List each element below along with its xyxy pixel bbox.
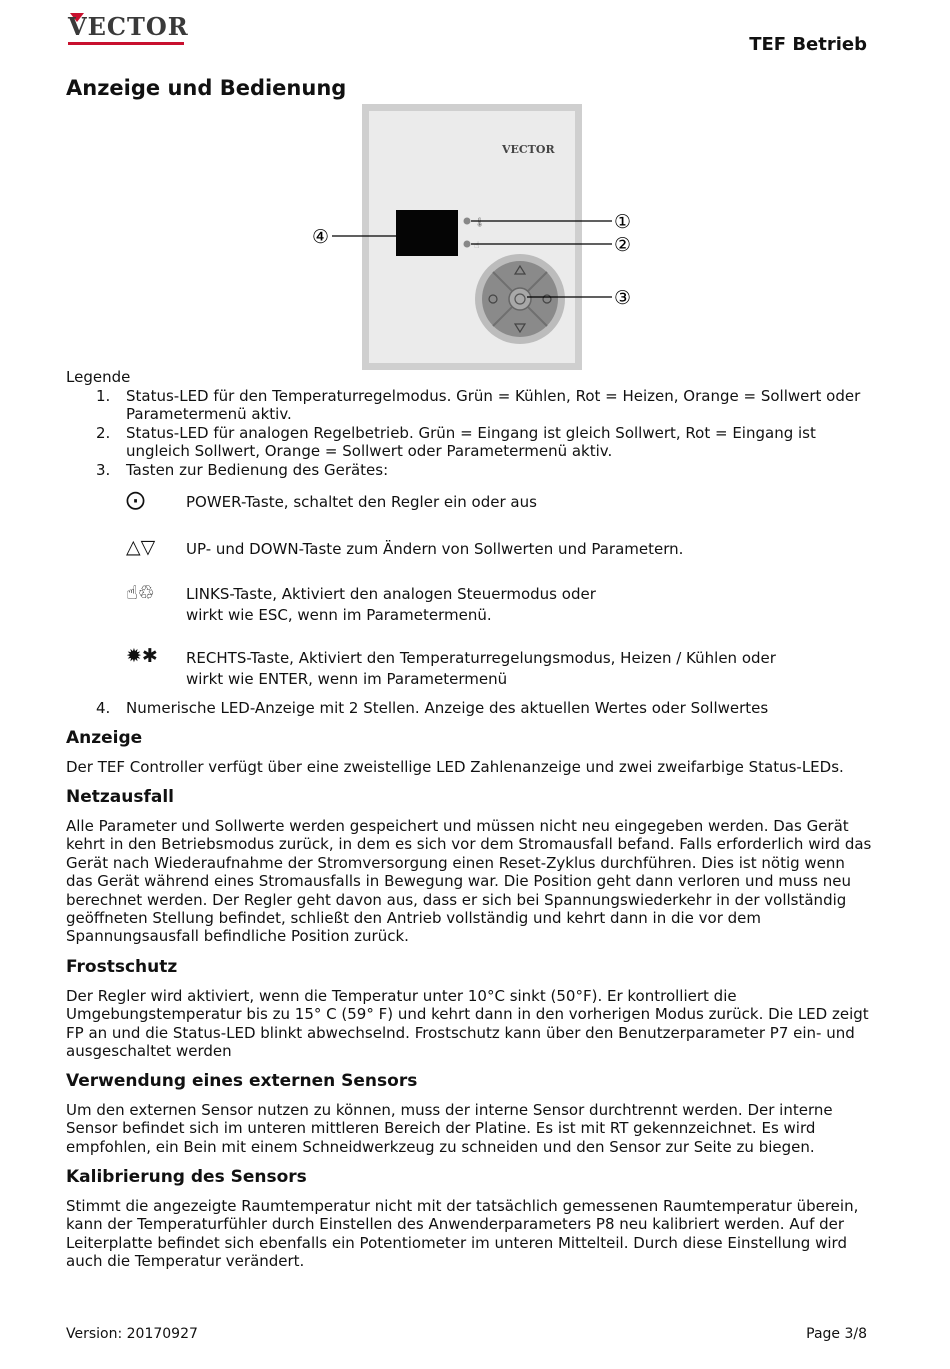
- power-icon: ⨀: [126, 489, 145, 511]
- section-title: Kalibrierung des Sensors: [66, 1167, 307, 1187]
- section-title: Netzausfall: [66, 787, 174, 807]
- legend-number: 2.: [96, 424, 111, 442]
- section-title: Verwendung eines externen Sensors: [66, 1071, 418, 1091]
- section-text: Um den externen Sensor nutzen zu können, muss der interne Sensor durchtrennt werden. Der interne Sensor befindet sich im unteren mittleren Bereich der Platine. Es ist mit RT gekennzeichnet. Es wird empfohlen, ein Bein mit einem Schneidwerkzeug zu schneiden und den Sensor zur Seite zu biegen.: [66, 1101, 833, 1156]
- footer-version: Version: 20170927: [66, 1326, 198, 1342]
- footer-page-number: Page 3/8: [806, 1326, 867, 1342]
- section-text: Der TEF Controller verfügt über eine zweistellige LED Zahlenanzeige und zwei zweifarbige Status-LEDs.: [66, 758, 844, 776]
- legend-item: Status-LED für analogen Regelbetrieb. Grün = Eingang ist gleich Sollwert, Rot = Eingang ist ungleich Sollwert, Orange = Sollwert oder Parametermenü aktiv.: [126, 424, 816, 461]
- legend-title: Legende: [66, 368, 131, 386]
- device-brand: VECTOR: [502, 143, 555, 156]
- button-description: wirkt wie ENTER, wenn im Parametermenü: [186, 670, 508, 688]
- logo-text: VECTOR: [68, 12, 189, 41]
- callout-1: ①: [614, 211, 632, 233]
- button-description: LINKS-Taste, Aktiviert den analogen Steuermodus oder: [186, 585, 596, 603]
- page-heading: Anzeige und Bedienung: [66, 76, 347, 100]
- status-led-2: [464, 241, 471, 248]
- logo-underline: [68, 42, 184, 45]
- button-description: RECHTS-Taste, Aktiviert den Temperaturregelungsmodus, Heizen / Kühlen oder: [186, 649, 776, 667]
- led-display: [396, 210, 458, 256]
- thermometer-icon: 🌡: [474, 218, 486, 228]
- hand-icon: ☝: [474, 241, 480, 251]
- section-title: Anzeige: [66, 728, 143, 748]
- callout-2: ②: [614, 234, 632, 256]
- callout-3: ③: [614, 287, 632, 309]
- legend-item: Status-LED für den Temperaturregelmodus. Grün = Kühlen, Rot = Heizen, Orange = Sollwert oder Parametermenü aktiv.: [126, 387, 861, 424]
- device-illustration: [312, 104, 632, 370]
- legend-item: Tasten zur Bedienung des Gerätes:: [126, 461, 389, 479]
- left-key-icon: ☝♲: [126, 582, 155, 604]
- up-down-icon: △▽: [126, 536, 156, 558]
- legend-number: 3.: [96, 461, 111, 479]
- section-title: Frostschutz: [66, 957, 178, 977]
- callout-4: ④: [312, 226, 330, 248]
- button-description: POWER-Taste, schaltet den Regler ein oder aus: [186, 493, 537, 511]
- status-led-1: [464, 218, 471, 225]
- document-title: TEF Betrieb: [749, 34, 867, 55]
- legend-item: Numerische LED-Anzeige mit 2 Stellen. Anzeige des aktuellen Wertes oder Sollwertes: [126, 699, 769, 717]
- button-description: wirkt wie ESC, wenn im Parametermenü.: [186, 606, 492, 624]
- section-text: Alle Parameter und Sollwerte werden gespeichert und müssen nicht neu eingegeben werden. Das Gerät kehrt in den Betriebsmodus zurück, in dem es sich vor dem Stromausfall befand. Falls erforderlich wird das Gerät nach Wiederaufnahme der Stromversorgung einen Reset-Zyklus durchführen. Dies ist nötig wenn das Gerät während eines Stromausfalls in Bewegung war. Die Position geht dann verloren und muss neu berechnet werden. Der Regler geht davon aus, dass er sich bei Spannungswiederkehr in der vollständig geöffneten Stellung befindet, schließt den Antrieb vollständig und kehrt dann in die vor dem Spannungsausfall befindliche Position zurück.: [66, 817, 872, 946]
- logo: [68, 12, 189, 46]
- section-text: Der Regler wird aktiviert, wenn die Temperatur unter 10°C sinkt (50°F). Er kontrolliert die Umgebungstemperatur bis zu 15° C (59° F) und kehrt dann in den vorherigen Modus zurück. Die LED zeigt FP an und die Status-LED blinkt abwechselnd. Frostschutz kann über den Benutzerparameter P7 ein- und ausgeschaltet werden: [66, 987, 869, 1061]
- right-key-icon: ✹✱: [126, 645, 158, 667]
- legend-number: 1.: [96, 387, 111, 405]
- legend-number: 4.: [96, 699, 111, 717]
- button-description: UP- und DOWN-Taste zum Ändern von Sollwerten und Parametern.: [186, 540, 684, 558]
- section-text: Stimmt die angezeigte Raumtemperatur nicht mit der tatsächlich gemessenen Raumtemperatur überein, kann der Temperaturfühler durch Einstellen des Anwenderparameters P8 neu kalibriert werden. Auf der Leiterplatte befindet sich ebenfalls ein Potentiometer im unteren Mittelteil. Durch diese Einstellung wird auch die Temperatur verändert.: [66, 1197, 859, 1271]
- power-key: [509, 288, 531, 310]
